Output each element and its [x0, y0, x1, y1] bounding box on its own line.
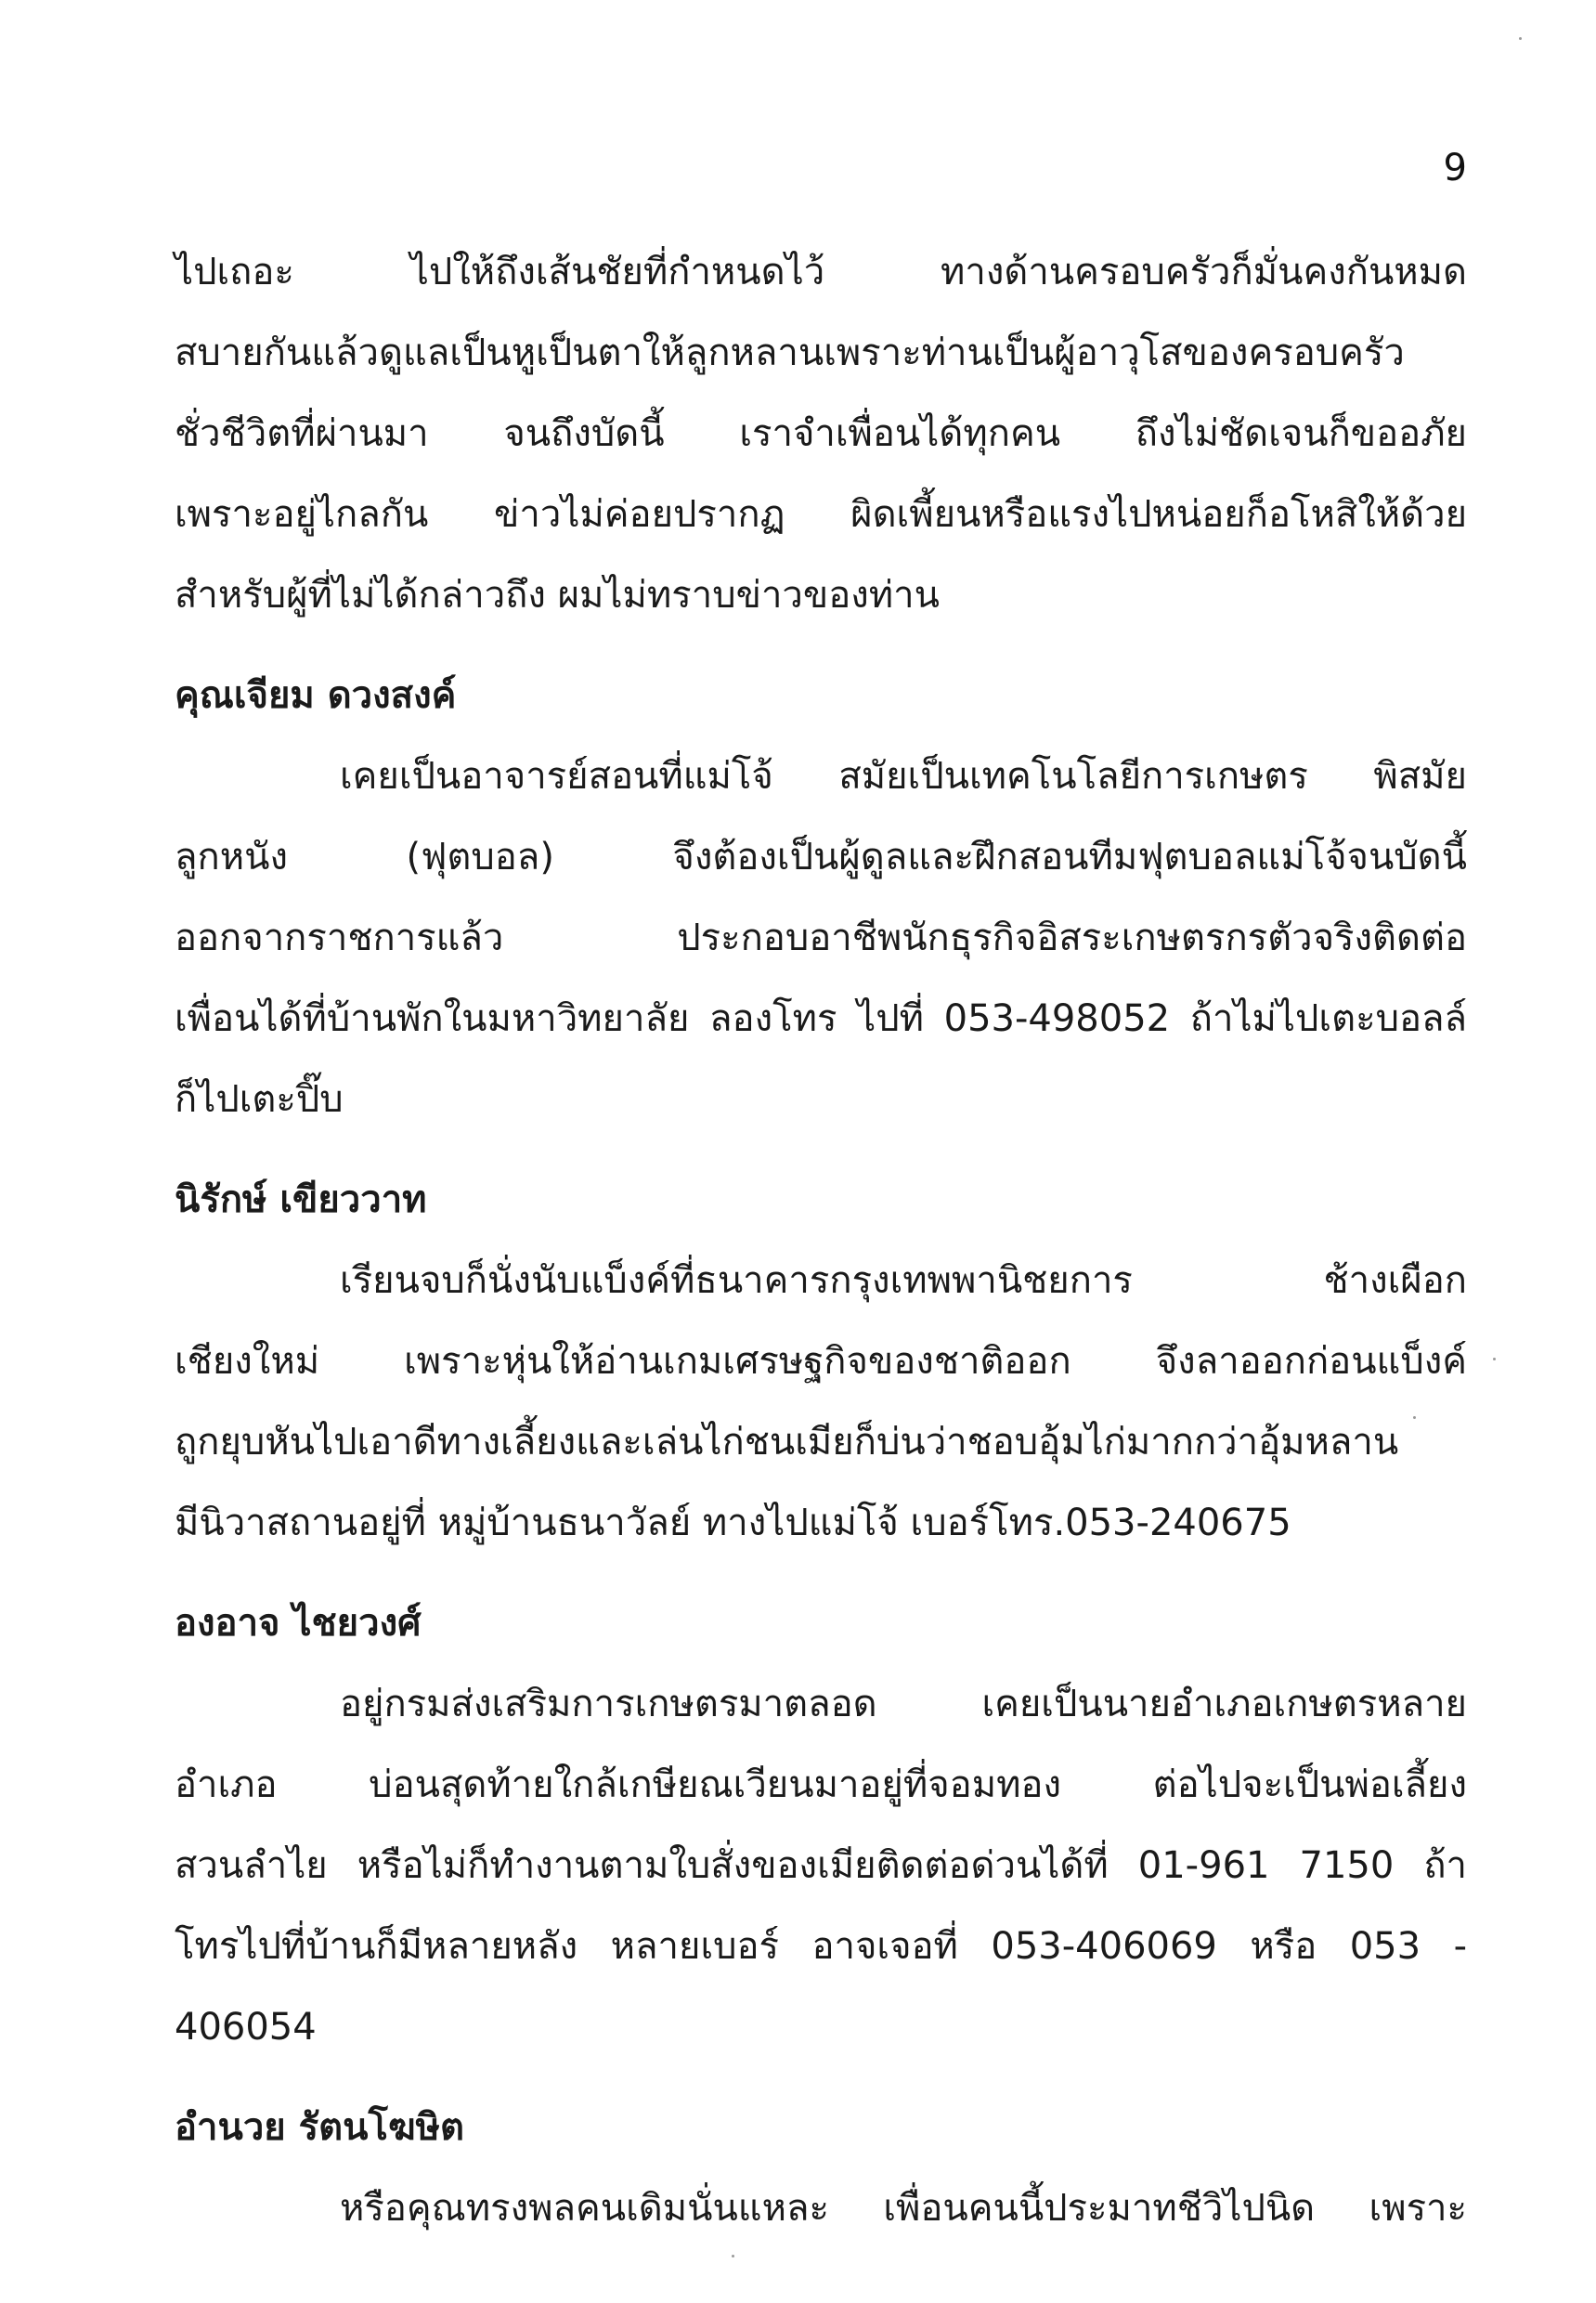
paragraph-line: สำหรับผู้ที่ไม่ได้กล่าวถึง ผมไม่ทราบข่าวของท่าน: [175, 574, 940, 617]
section-amnuay: [175, 2100, 1467, 2249]
paragraph-line: โทรไปที่บ้านก็มีหลายหลัง หลายเบอร์ อาจเจอที่ 053-406069 หรือ 053 -: [175, 1925, 1467, 1968]
paragraph-line: ชั่วชีวิตที่ผ่านมา จนถึงบัดนี้ เราจำเพื่อนได้ทุกคน ถึงไม่ชัดเจนก็ขออภัย: [175, 412, 1467, 455]
paragraph-line: เคยเป็นอาจารย์สอนที่แม่โจ้ สมัยเป็นเทคโนโลยีการเกษตร พิสมัย: [340, 755, 1467, 798]
paragraph-line: เพราะอยู่ไกลกัน ข่าวไม่ค่อยปรากฏ ผิดเพี้ยนหรือแรงไปหน่อยก็อโหสิให้ด้วย: [175, 493, 1467, 536]
section-ongart: [175, 1595, 1467, 2068]
scan-speck: [732, 2255, 734, 2257]
paragraph-line: สวนลำไย หรือไม่ก็ทำงานตามใบสั่งของเมียติดต่อด่วนได้ที่ 01-961 7150 ถ้า: [175, 1844, 1467, 1887]
paragraph-line: ถูกยุบหันไปเอาดีทางเลี้ยงและเล่นไก่ชนเมียก็บ่นว่าชอบอุ้มไก่มากกว่าอุ้มหลาน: [175, 1421, 1399, 1464]
paragraph-line: เรียนจบก็นั่งนับแบ็งค์ที่ธนาคารกรุงเทพพานิชยการ ช้างเผือก: [340, 1259, 1467, 1302]
section-heading: คุณเจียม ดวงสงค์: [175, 674, 457, 717]
scan-speck: [1413, 1416, 1416, 1419]
paragraph-line: ออกจากราชการแล้ว ประกอบอาชีพนักธุรกิจอิสระเกษตรกรตัวจริงติดต่อ: [175, 917, 1467, 959]
paragraph-line: อำเภอ บ่อนสุดท้ายใกล้เกษียณเวียนมาอยู่ที่จอมทอง ต่อไปจะเป็นพ่อเลี้ยง: [175, 1763, 1467, 1806]
section-heading: อำนวย รัตนโฆษิต: [175, 2106, 464, 2149]
section-heading: นิรักษ์ เขียววาท: [175, 1178, 427, 1221]
paragraph-line: สบายกันแล้วดูแลเป็นหูเป็นตาให้ลูกหลานเพราะท่านเป็นผู้อาวุโสของครอบครัว: [175, 332, 1405, 374]
paragraph-line: เชียงใหม่ เพราะหุ่นให้อ่านเกมเศรษฐกิจของชาติออก จึงลาออกก่อนแบ็งค์: [175, 1340, 1467, 1383]
paragraph-line: มีนิวาสถานอยู่ที่ หมู่บ้านธนาวัลย์ ทางไปแม่โจ้ เบอร์โทร.053-240675: [175, 1502, 1291, 1544]
paragraph-line: เพื่อนได้ที่บ้านพักในมหาวิทยาลัย ลองโทร ไปที่ 053-498052 ถ้าไม่ไปเตะบอลล์: [175, 997, 1467, 1040]
scan-speck: [1519, 37, 1522, 40]
paragraph-line: อยู่กรมส่งเสริมการเกษตรมาตลอด เคยเป็นนายอำเภอเกษตรหลาย: [340, 1683, 1467, 1725]
paragraph-line: 406054: [175, 2006, 317, 2049]
paragraph-line: หรือคุณทรงพลคนเดิมนั่นแหละ เพื่อนคนนี้ประมาทชีวิไปนิด เพราะ: [340, 2187, 1467, 2230]
document-body: [175, 232, 1467, 2249]
paragraph-line: ไปเถอะ ไปให้ถึงเส้นชัยที่กำหนดไว้ ทางด้านครอบครัวก็มั่นคงกันหมด: [175, 251, 1467, 293]
paragraph-line: ลูกหนัง (ฟุตบอล) จึงต้องเป็นผู้ดูลและฝึกสอนทีมฟุตบอลแม่โจ้จนบัดนี้: [175, 836, 1467, 878]
intro-paragraph: [175, 232, 1467, 636]
scan-speck: [1493, 1358, 1496, 1360]
section-heading: องอาจ ไชยวงศ์: [175, 1602, 422, 1645]
paragraph-line: ก็ไปเตะปิ๊บ: [175, 1078, 344, 1121]
section-chiam: [175, 668, 1467, 1140]
page-number: 9: [1443, 147, 1467, 189]
section-nirak: [175, 1172, 1467, 1564]
